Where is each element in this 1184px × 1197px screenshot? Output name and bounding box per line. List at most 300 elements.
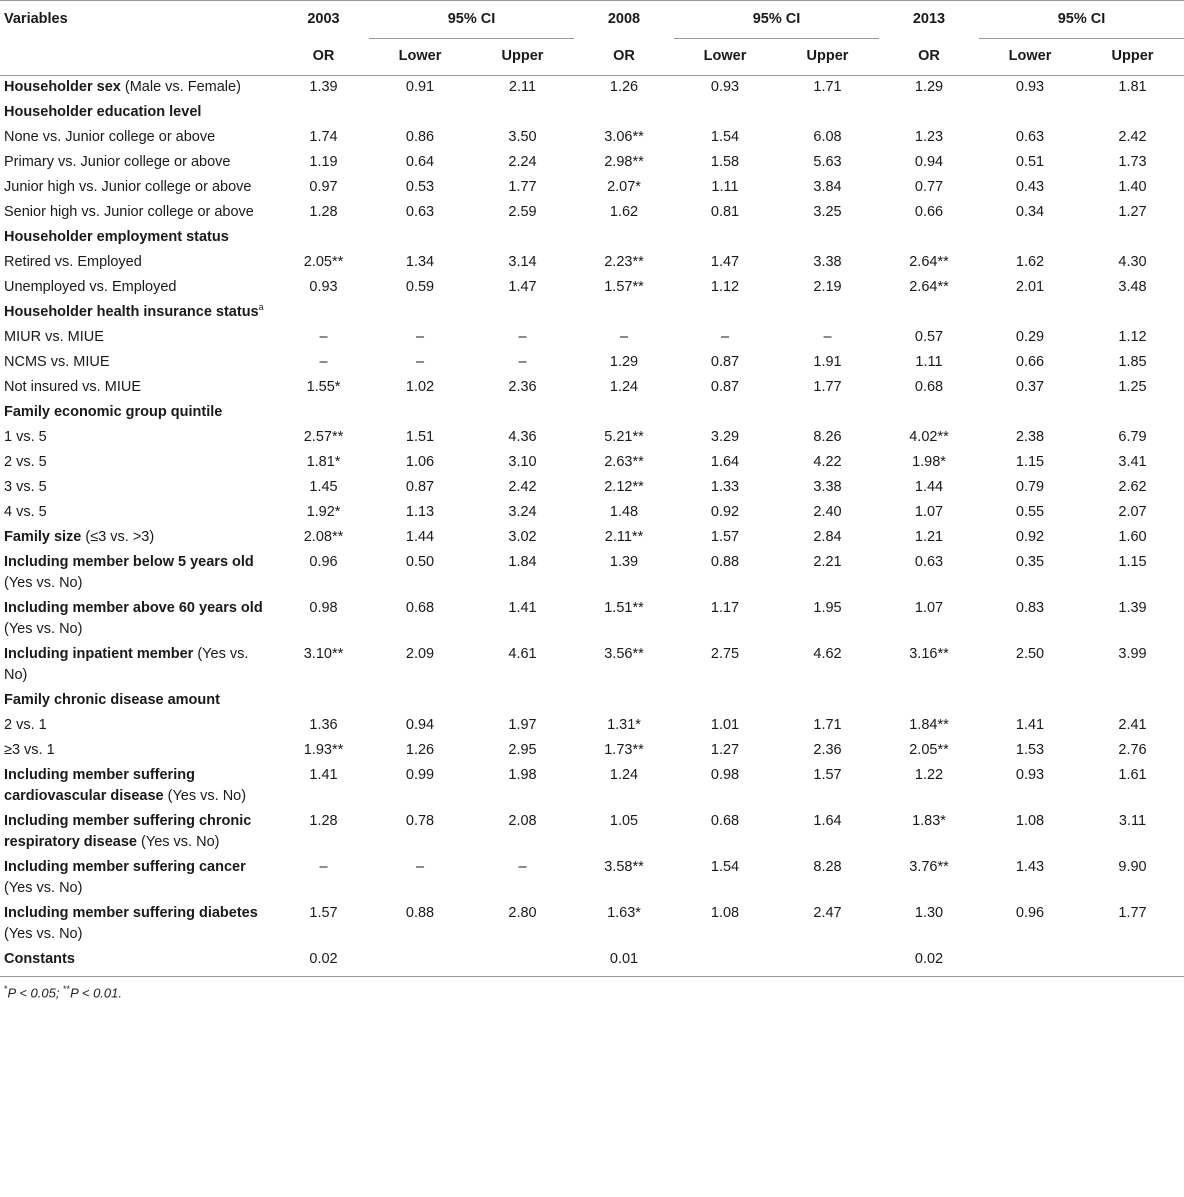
table-cell	[979, 301, 1081, 326]
table-cell: –	[415, 859, 425, 875]
table-cell: 0.88	[710, 554, 740, 570]
table-cell: 2.47	[813, 905, 842, 921]
table-cell: 1.27	[710, 742, 740, 758]
table-cell: 0.87	[710, 379, 740, 395]
table-cell: 1.02	[405, 379, 435, 395]
table-cell	[776, 689, 879, 714]
table-cell: 2.41	[1118, 717, 1147, 733]
table-cell: 3.11	[1118, 813, 1147, 829]
table-cell: 1.41	[309, 767, 338, 783]
table-row	[0, 251, 1184, 276]
table-cell: –	[518, 859, 527, 875]
table-cell: 1.45	[309, 479, 338, 495]
row-label-text: ≥3 vs. 1	[4, 742, 55, 758]
header-year-2003: 2003	[278, 1, 369, 38]
table-cell: 2.11	[508, 79, 537, 95]
table-cell: 3.10	[508, 454, 537, 470]
table-cell: 0.77	[914, 179, 944, 195]
table-cell: 1.57	[309, 905, 338, 921]
table-cell: 1.15	[1118, 554, 1147, 570]
table-cell	[574, 401, 674, 426]
table-row	[0, 301, 1184, 326]
table-row	[0, 948, 1184, 977]
table-row	[0, 526, 1184, 551]
table-cell: 1.58	[710, 154, 740, 170]
table-cell: 4.02**	[909, 429, 949, 445]
table-row	[0, 643, 1184, 689]
row-label	[0, 76, 278, 102]
row-label-text: None vs. Junior college or above	[4, 129, 216, 145]
table-cell: 1.91	[813, 354, 842, 370]
table-cell: 3.58**	[604, 859, 644, 875]
table-cell: 2.19	[813, 279, 842, 295]
row-label	[0, 689, 278, 714]
row-label-bold: Including inpatient member	[4, 646, 194, 662]
table-cell	[674, 401, 776, 426]
table-cell: 0.57	[914, 329, 944, 345]
table-cell: 2.98**	[604, 154, 644, 170]
row-label-bold: Householder sex	[4, 79, 121, 95]
header-lower: Lower	[674, 38, 776, 76]
row-label	[0, 401, 278, 426]
header-upper: Upper	[776, 38, 879, 76]
table-cell: 1.39	[309, 79, 338, 95]
table-cell: 1.34	[405, 254, 435, 270]
table-cell: 0.02	[278, 948, 369, 977]
row-label-text: Primary vs. Junior college or above	[4, 154, 231, 170]
table-cell: 2.62	[1118, 479, 1147, 495]
table-cell: 2.42	[1118, 129, 1147, 145]
row-label	[0, 226, 278, 251]
table-cell	[979, 948, 1081, 977]
table-row	[0, 401, 1184, 426]
header-lower: Lower	[369, 38, 471, 76]
table-cell: 3.29	[710, 429, 740, 445]
table-cell: 1.13	[405, 504, 435, 520]
table-cell: 2.95	[508, 742, 537, 758]
table-cell	[776, 301, 879, 326]
table-cell: 1.81*	[306, 454, 341, 470]
table-cell: 0.92	[710, 504, 740, 520]
table-row	[0, 551, 1184, 597]
row-label	[0, 501, 278, 526]
row-label-bold: Including member suffering diabetes	[4, 905, 258, 921]
table-cell: 0.99	[405, 767, 435, 783]
row-label-bold: Family economic group quintile	[4, 404, 223, 420]
table-cell: 1.47	[710, 254, 740, 270]
table-cell: 3.38	[813, 479, 842, 495]
row-label	[0, 739, 278, 764]
table-cell	[1081, 948, 1184, 977]
table-row	[0, 76, 1184, 102]
header-or: OR	[574, 38, 674, 76]
table-cell: 0.68	[710, 813, 740, 829]
table-cell: 1.43	[1015, 859, 1045, 875]
row-label-bold: Including member below 5 years old	[4, 554, 254, 570]
table-cell: 2.24	[508, 154, 537, 170]
table-cell: 0.29	[1015, 329, 1045, 345]
table-row	[0, 426, 1184, 451]
table-cell: 2.64**	[909, 254, 949, 270]
table-row	[0, 126, 1184, 151]
table-row	[0, 101, 1184, 126]
footnote-double-star: **	[63, 984, 71, 994]
row-label	[0, 301, 278, 326]
table-cell: 9.90	[1118, 859, 1147, 875]
table-cell: 0.94	[405, 717, 435, 733]
table-cell: 0.79	[1015, 479, 1045, 495]
table-cell	[1081, 401, 1184, 426]
row-label	[0, 551, 278, 597]
table-cell	[369, 226, 471, 251]
table-cell: 1.64	[710, 454, 740, 470]
table-cell	[574, 689, 674, 714]
row-label-text: (Yes vs. No)	[4, 880, 83, 896]
row-label	[0, 326, 278, 351]
table-cell: 1.77	[508, 179, 537, 195]
table-cell: 1.55*	[306, 379, 341, 395]
table-cell: 1.40	[1118, 179, 1147, 195]
table-cell	[1081, 301, 1184, 326]
table-cell	[674, 301, 776, 326]
table-cell: 1.01	[710, 717, 740, 733]
table-cell: 8.28	[813, 859, 842, 875]
table-cell: 1.11	[711, 179, 739, 195]
row-label	[0, 476, 278, 501]
table-row	[0, 176, 1184, 201]
table-cell	[471, 689, 574, 714]
table-cell: 1.41	[508, 600, 537, 616]
table-cell: 0.50	[405, 554, 435, 570]
table-cell: 1.53	[1015, 742, 1045, 758]
table-cell	[879, 101, 979, 126]
row-label-text: (Yes vs. No)	[4, 646, 249, 683]
row-label	[0, 597, 278, 643]
table-cell: 1.24	[609, 379, 639, 395]
table-cell: 1.19	[309, 154, 338, 170]
table-cell: 0.68	[405, 600, 435, 616]
row-label	[0, 376, 278, 401]
table-row	[0, 739, 1184, 764]
table-cell: 0.34	[1015, 204, 1045, 220]
table-cell: 0.59	[405, 279, 435, 295]
table-cell: 1.84	[508, 554, 537, 570]
table-cell: 1.57	[813, 767, 842, 783]
table-cell: 2.23**	[604, 254, 644, 270]
table-cell	[674, 101, 776, 126]
table-cell	[776, 401, 879, 426]
table-cell: 1.39	[609, 554, 639, 570]
table-cell: 0.96	[309, 554, 338, 570]
row-label-text: 3 vs. 5	[4, 479, 47, 495]
table-cell	[574, 301, 674, 326]
table-cell: 3.50	[508, 129, 537, 145]
table-cell: 4.61	[508, 646, 537, 662]
table-cell: 1.92*	[306, 504, 341, 520]
table-cell	[674, 226, 776, 251]
table-cell: 4.30	[1118, 254, 1147, 270]
table-cell: 0.68	[914, 379, 944, 395]
table-cell: 1.98	[508, 767, 537, 783]
row-label-bold: Householder health insurance status	[4, 304, 259, 320]
table-cell: 2.05**	[303, 254, 344, 270]
row-label	[0, 101, 278, 126]
table-cell	[574, 226, 674, 251]
table-cell: 1.28	[309, 813, 338, 829]
row-label	[0, 810, 278, 856]
table-row	[0, 376, 1184, 401]
table-cell: 1.81	[1118, 79, 1147, 95]
header-or: OR	[879, 38, 979, 76]
table-cell: 0.87	[405, 479, 435, 495]
table-cell: 0.87	[710, 354, 740, 370]
table-cell: 3.48	[1118, 279, 1147, 295]
table-cell: –	[518, 329, 527, 345]
table-cell: 1.63*	[607, 905, 641, 921]
row-label	[0, 643, 278, 689]
table-cell: 0.53	[405, 179, 435, 195]
table-cell	[278, 226, 369, 251]
header-ci-2003: 95% CI	[369, 1, 574, 38]
table-cell	[574, 101, 674, 126]
footnote	[0, 977, 1146, 1007]
row-label	[0, 176, 278, 201]
row-label-bold: Including member above 60 years old	[4, 600, 263, 616]
table-cell	[369, 948, 471, 977]
table-cell: 0.64	[405, 154, 435, 170]
table-cell: 2.59	[508, 204, 537, 220]
table-cell: 0.63	[405, 204, 435, 220]
table-cell	[278, 301, 369, 326]
table-cell: 0.92	[1015, 529, 1045, 545]
table-cell: 2.63**	[604, 454, 644, 470]
table-row	[0, 201, 1184, 226]
table-cell	[1081, 689, 1184, 714]
table-cell: 1.31*	[607, 717, 641, 733]
table-cell: 1.77	[1118, 905, 1147, 921]
table-cell: –	[319, 354, 328, 370]
table-cell: 3.24	[508, 504, 537, 520]
row-label	[0, 856, 278, 902]
table-cell	[471, 101, 574, 126]
table-cell: 1.95	[813, 600, 842, 616]
table-row	[0, 597, 1184, 643]
table-row	[0, 476, 1184, 501]
row-label-bold: Householder education level	[4, 104, 202, 120]
table-cell: 1.29	[609, 354, 639, 370]
table-cell: 4.36	[508, 429, 537, 445]
table-cell: 3.14	[508, 254, 537, 270]
table-cell: 1.48	[609, 504, 639, 520]
table-cell: 2.36	[813, 742, 842, 758]
table-cell: 3.41	[1118, 454, 1147, 470]
table-cell: 3.06**	[604, 129, 644, 145]
table-cell: 1.28	[309, 204, 338, 220]
table-cell	[879, 689, 979, 714]
table-cell: 1.71	[813, 79, 842, 95]
table-cell	[369, 301, 471, 326]
table-cell: 0.83	[1015, 600, 1045, 616]
table-row	[0, 501, 1184, 526]
table-cell: 1.54	[710, 859, 740, 875]
table-cell	[369, 401, 471, 426]
table-cell: 2.36	[508, 379, 537, 395]
header-or: OR	[278, 38, 369, 76]
table-cell: 1.77	[813, 379, 842, 395]
table-cell: 0.93	[1015, 79, 1045, 95]
table-cell: 1.26	[609, 79, 639, 95]
table-cell: 1.23	[914, 129, 944, 145]
table-cell: 5.63	[813, 154, 842, 170]
table-cell	[979, 401, 1081, 426]
header-year-2013: 2013	[879, 1, 979, 38]
table-cell: 0.55	[1015, 504, 1045, 520]
table-cell: 2.01	[1015, 279, 1045, 295]
table-cell: 2.09	[405, 646, 435, 662]
table-cell: –	[415, 354, 425, 370]
table-cell: 1.64	[813, 813, 842, 829]
table-cell: 3.25	[813, 204, 842, 220]
table-cell: 1.62	[1015, 254, 1045, 270]
table-cell: 2.80	[508, 905, 537, 921]
table-row	[0, 902, 1184, 948]
row-label-text: (≤3 vs. >3)	[81, 529, 155, 545]
row-label-bold: Including member suffering cardiovascular disease	[4, 767, 195, 804]
table-cell: 0.98	[710, 767, 740, 783]
table-cell: 3.16**	[909, 646, 949, 662]
table-row	[0, 151, 1184, 176]
table-cell: 0.88	[405, 905, 435, 921]
table-cell: 0.86	[405, 129, 435, 145]
table-cell: 0.94	[914, 154, 944, 170]
table-cell: 1.39	[1118, 600, 1147, 616]
table-cell	[979, 226, 1081, 251]
row-label-bold: Householder employment status	[4, 229, 229, 245]
table-cell: 1.47	[508, 279, 537, 295]
table-cell: 1.11	[915, 354, 943, 370]
table-cell	[1081, 226, 1184, 251]
row-label-text: (Yes vs. No)	[163, 788, 247, 804]
row-label	[0, 764, 278, 810]
table-cell: –	[319, 329, 328, 345]
table-cell: 2.21	[813, 554, 842, 570]
table-cell: 3.84	[813, 179, 842, 195]
table-cell: 3.38	[813, 254, 842, 270]
table-cell: 1.74	[309, 129, 338, 145]
table-body	[0, 76, 1184, 977]
row-label-text: (Male vs. Female)	[120, 79, 241, 95]
table-cell: 1.07	[914, 600, 944, 616]
table-cell: 0.98	[309, 600, 338, 616]
table-cell: 1.21	[914, 529, 944, 545]
row-label-text: MIUR vs. MIUE	[4, 329, 104, 345]
footnote-text-2: P < 0.01.	[70, 985, 122, 1001]
table-row	[0, 276, 1184, 301]
table-cell: –	[823, 329, 832, 345]
table-cell	[776, 101, 879, 126]
table-row	[0, 226, 1184, 251]
table-cell: 1.26	[405, 742, 435, 758]
table-cell: 6.79	[1118, 429, 1147, 445]
table-cell: 3.99	[1118, 646, 1147, 662]
row-label-text: (Yes vs. No)	[4, 926, 83, 942]
table-cell: 2.40	[813, 504, 842, 520]
table-cell: 2.57**	[303, 429, 344, 445]
row-label	[0, 351, 278, 376]
table-cell: 2.07*	[607, 179, 641, 195]
table-cell: 1.83*	[912, 813, 946, 829]
table-cell: 0.02	[879, 948, 979, 977]
table-cell: 0.93	[309, 279, 338, 295]
table-cell: 2.07	[1118, 504, 1147, 520]
table-row	[0, 326, 1184, 351]
table-cell: 0.78	[405, 813, 435, 829]
table-cell: 1.12	[710, 279, 740, 295]
row-label-text: Unemployed vs. Employed	[4, 279, 177, 295]
table-cell: 2.84	[813, 529, 842, 545]
table-cell: –	[415, 329, 425, 345]
table-cell: 2.05**	[909, 742, 949, 758]
table-cell: 1.27	[1118, 204, 1147, 220]
row-label-text: NCMS vs. MIUE	[4, 354, 110, 370]
table-cell: 2.08	[508, 813, 537, 829]
table-cell: 0.63	[914, 554, 944, 570]
table-row	[0, 689, 1184, 714]
table-cell: 2.64**	[909, 279, 949, 295]
table-cell	[1081, 101, 1184, 126]
table-cell: 1.57**	[604, 279, 644, 295]
table-cell: 0.43	[1015, 179, 1045, 195]
table-cell	[471, 301, 574, 326]
table-cell: 1.60	[1118, 529, 1147, 545]
table-cell: 1.30	[914, 905, 944, 921]
row-label-bold: Including member suffering chronic respiratory disease	[4, 813, 252, 850]
table-cell: 0.93	[1015, 767, 1045, 783]
footnote-text-1: P < 0.05;	[7, 985, 64, 1001]
table-cell	[674, 948, 776, 977]
table-cell: –	[720, 329, 730, 345]
table-cell	[278, 689, 369, 714]
table-cell: 1.73**	[604, 742, 644, 758]
table-cell: 2.11**	[604, 529, 644, 545]
table-cell	[471, 948, 574, 977]
table-cell	[471, 226, 574, 251]
table-cell: 5.21**	[604, 429, 644, 445]
table-cell: 1.33	[710, 479, 740, 495]
table-cell	[879, 401, 979, 426]
header-ci-2008: 95% CI	[674, 1, 879, 38]
row-label-text: (Yes vs. No)	[4, 621, 83, 637]
table-row	[0, 810, 1184, 856]
table-row	[0, 351, 1184, 376]
row-label-text: Retired vs. Employed	[4, 254, 142, 270]
table-cell: 3.56**	[604, 646, 644, 662]
table-cell: 3.02	[508, 529, 537, 545]
table-cell: 0.97	[309, 179, 338, 195]
table-cell: 2.42	[508, 479, 537, 495]
row-label-bold: Family size	[4, 529, 82, 545]
table-cell	[369, 689, 471, 714]
row-label-text: Not insured vs. MIUE	[4, 379, 141, 395]
table-cell: –	[518, 354, 527, 370]
table-cell: 1.17	[710, 600, 740, 616]
header-upper: Upper	[471, 38, 574, 76]
header-year-2008: 2008	[574, 1, 674, 38]
table-cell	[879, 301, 979, 326]
header-lower: Lower	[979, 38, 1081, 76]
table-cell: 1.97	[508, 717, 537, 733]
table-cell	[278, 101, 369, 126]
